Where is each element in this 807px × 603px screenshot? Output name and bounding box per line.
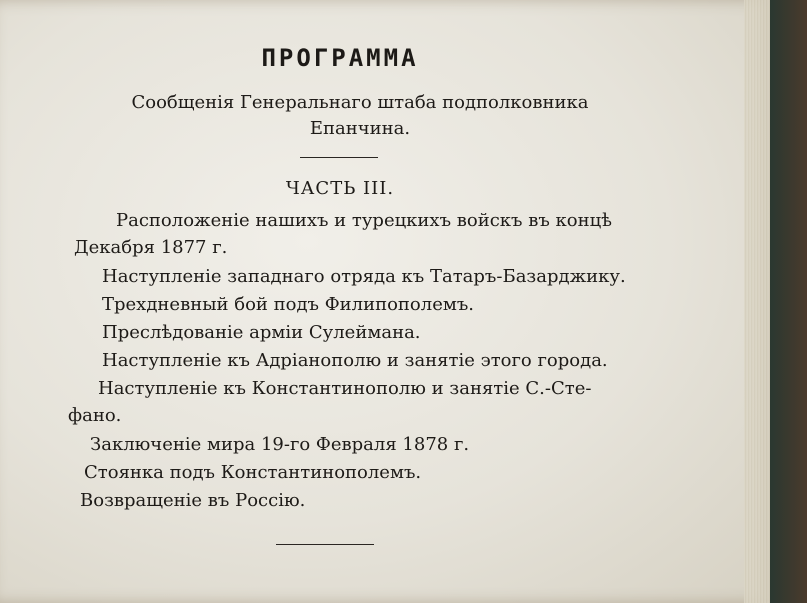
divider-rule-bottom [276, 544, 374, 545]
list-item-continuation: фано. [68, 405, 122, 426]
list-item: Трехдневный бой подъ Филипополемъ. [102, 294, 475, 315]
list-item: Наступленіе западнаго отряда къ Татаръ-Базарджику. [102, 266, 626, 287]
list-item: Наступленіе къ Адріанополю и занятіе этого города. [102, 350, 608, 371]
list-item-continuation: Декабря 1877 г. [74, 237, 228, 258]
subtitle-line-2: Епанчина. [309, 118, 411, 139]
list-item: Наступленіе къ Константинополю и занятіе С.-Сте- [98, 378, 592, 399]
contents-list [60, 208, 626, 516]
document-title: ПРОГРАММА [261, 44, 419, 72]
subtitle-line-1: Сообщенія Генеральнаго штаба подполковника [131, 92, 589, 113]
list-item: Заключеніе мира 19-го Февраля 1878 г. [90, 434, 470, 455]
list-item: Преслѣдованіе арміи Сулеймана. [102, 322, 421, 343]
divider-rule-top [300, 157, 378, 158]
list-item: Расположеніе нашихъ и турецкихъ войскъ въ концѣ [116, 210, 613, 231]
document-subtitle [40, 90, 680, 142]
list-item: Возвращеніе въ Россію. [80, 490, 306, 511]
page-edges [744, 0, 770, 603]
list-item: Стоянка подъ Константинополемъ. [84, 462, 422, 483]
part-heading: ЧАСТЬ III. [285, 178, 395, 199]
